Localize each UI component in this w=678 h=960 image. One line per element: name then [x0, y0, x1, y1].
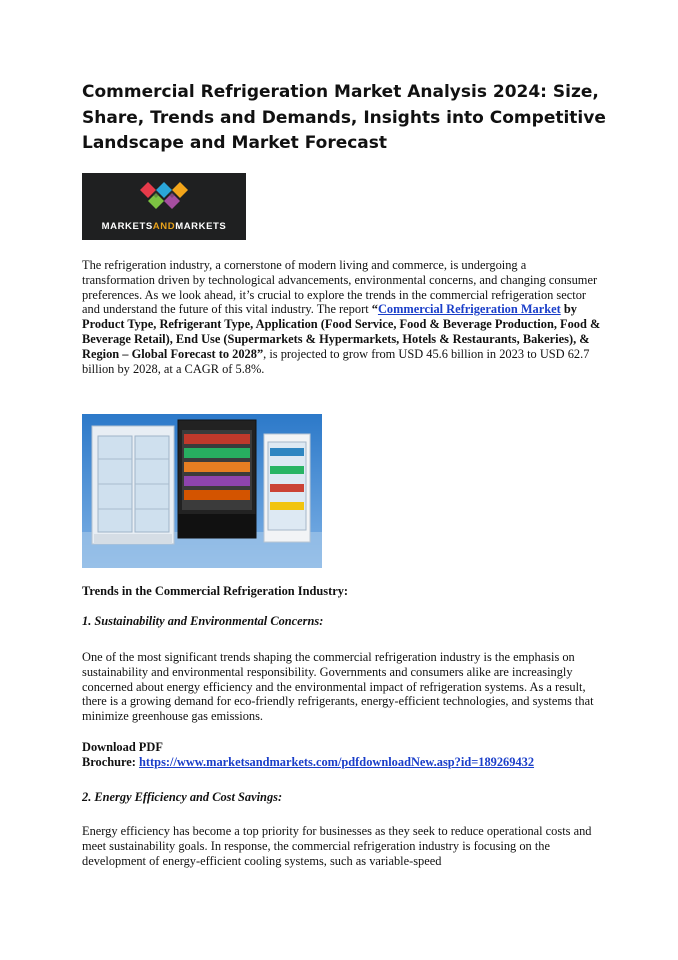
report-title-text: by Product Type, Refrigerant Type, Application (Food Service, Food & Beverage Production, Food & Beverage Retail), End Use (Supermarkets & Hypermarkets, Hotels & Restaurants, Bakeries), & Region – Global Forecast to 2028”: [82, 302, 601, 361]
intro-text: The refrigeration industry, a cornerstone of modern living and commerce, is undergoing a transformation driven by technological advancements, environmental concerns, and changing consumer preferences. As we look ahead, it’s crucial to explore the trends in the commercial refrigeration sector and understand the future of this vital industry. The report: [82, 258, 598, 317]
section-2-heading: 2. Energy Efficiency and Cost Savings:: [82, 790, 283, 804]
intro-tail-text: , is projected to grow from USD 45.6 billion in 2023 to USD 62.7 billion by 2028, at a CAGR of 5.8%.: [82, 346, 590, 376]
page-title: Commercial Refrigeration Market Analysis 2024: Size, Share, Trends and Demands, Insights into Competitive Landscape and Market Forecast: [82, 82, 606, 153]
refrigerators-product-image: [82, 414, 322, 568]
download-label-line2: Brochure:: [82, 754, 140, 769]
section-1-heading: 1. Sustainability and Environmental Concerns:: [82, 614, 324, 628]
intro-paragraph: [82, 258, 602, 376]
report-link[interactable]: Commercial Refrigeration Market: [377, 302, 561, 317]
section-2-paragraph: Energy efficiency has become a top priority for businesses as they seek to reduce operational costs and meet sustainability goals. In response, the commercial refrigeration industry is focusing on the development of energy-efficient cooling systems, such as variable-speed: [82, 824, 592, 868]
logo-diamonds-icon: [82, 173, 246, 221]
section-1-paragraph: One of the most significant trends shaping the commercial refrigeration industry is the emphasis on sustainability and environmental responsibility. Governments and consumers alike are increasingly concerned about energy efficiency and the environmental impact of refrigeration systems. As a result, there is a growing demand for eco-friendly refrigerants, energy-efficient technologies, and systems that minimize greenhouse gas emissions.: [82, 650, 594, 724]
download-label-line1: Download PDF: [82, 740, 163, 754]
marketsandmarkets-logo: [82, 173, 246, 240]
report-link-open-quote: “: [371, 302, 378, 317]
logo-wordmark: MARKETSANDMARKETS: [101, 221, 227, 232]
brochure-link[interactable]: https://www.marketsandmarkets.com/pdfdownloadNew.asp?id=189269432: [139, 754, 535, 769]
trends-heading: Trends in the Commercial Refrigeration Industry:: [82, 584, 349, 598]
download-brochure: [82, 740, 602, 770]
